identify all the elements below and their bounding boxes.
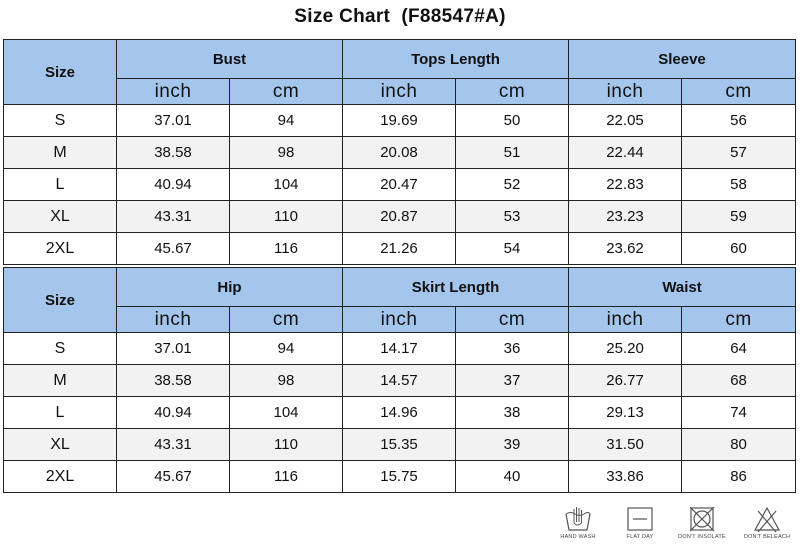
table-cell: 23.62: [569, 233, 682, 265]
table-cell: 94: [230, 105, 343, 137]
table-cell: 45.67: [117, 233, 230, 265]
table-cell: 60: [682, 233, 796, 265]
table-cell: 20.08: [343, 137, 456, 169]
table-row: [4, 137, 796, 169]
group-header-waist: Waist: [569, 268, 796, 307]
table-row: [4, 105, 796, 137]
size-cell: M: [4, 137, 117, 169]
table-cell: 38.58: [117, 365, 230, 397]
group-header-sleeve: Sleeve: [569, 40, 796, 79]
do-not-insolate-icon: [670, 505, 734, 533]
table-cell: 52: [456, 169, 569, 201]
flat-dry-icon: [608, 505, 672, 533]
table-cell: 37.01: [117, 105, 230, 137]
table-cell: 116: [230, 233, 343, 265]
table-cell: 98: [230, 365, 343, 397]
care-flat-dry: [608, 505, 672, 549]
group-header-tops-length: Tops Length: [343, 40, 569, 79]
table-cell: 38.58: [117, 137, 230, 169]
table-cell: 40.94: [117, 169, 230, 201]
table-cell: 15.35: [343, 429, 456, 461]
table-cell: 29.13: [569, 397, 682, 429]
table-row: [4, 365, 796, 397]
table-cell: 86: [682, 461, 796, 493]
table-cell: 33.86: [569, 461, 682, 493]
size-column-header: Size: [4, 268, 117, 333]
size-cell: 2XL: [4, 233, 117, 265]
unit-header: inch: [343, 79, 456, 105]
table-cell: 104: [230, 169, 343, 201]
table-cell: 31.50: [569, 429, 682, 461]
table-cell: 51: [456, 137, 569, 169]
table-cell: 80: [682, 429, 796, 461]
table-row: [4, 233, 796, 265]
unit-header: cm: [456, 307, 569, 333]
care-do-not-insolate: [670, 505, 734, 549]
care-hand-wash: [546, 505, 610, 549]
size-cell: S: [4, 105, 117, 137]
unit-header: inch: [343, 307, 456, 333]
size-table-upper: [3, 39, 796, 265]
group-header-skirt-length: Skirt Length: [343, 268, 569, 307]
table-cell: 64: [682, 333, 796, 365]
table-cell: 38: [456, 397, 569, 429]
care-label: DON'T INSOLATE: [678, 534, 726, 540]
size-cell: M: [4, 365, 117, 397]
size-column-header: Size: [4, 40, 117, 105]
table-row: [4, 429, 796, 461]
size-cell: L: [4, 169, 117, 201]
table-cell: 50: [456, 105, 569, 137]
table-cell: 94: [230, 333, 343, 365]
table-cell: 20.47: [343, 169, 456, 201]
unit-header: cm: [230, 307, 343, 333]
table-cell: 110: [230, 429, 343, 461]
table-cell: 19.69: [343, 105, 456, 137]
care-label: HAND WASH: [560, 534, 596, 540]
table-cell: 15.75: [343, 461, 456, 493]
table-cell: 40: [456, 461, 569, 493]
size-cell: XL: [4, 201, 117, 233]
table-cell: 43.31: [117, 429, 230, 461]
group-header-hip: Hip: [117, 268, 343, 307]
table-cell: 37: [456, 365, 569, 397]
table-cell: 22.44: [569, 137, 682, 169]
hand-wash-icon: [546, 505, 610, 533]
table-cell: 116: [230, 461, 343, 493]
table-cell: 22.83: [569, 169, 682, 201]
size-cell: L: [4, 397, 117, 429]
table-row: [4, 461, 796, 493]
do-not-bleach-icon: [735, 505, 799, 533]
unit-header: inch: [569, 307, 682, 333]
table-row: [4, 169, 796, 201]
care-label: FLAT DAY: [626, 534, 654, 540]
table-cell: 14.57: [343, 365, 456, 397]
page-title: Size Chart (F88547#A): [294, 6, 506, 27]
table-cell: 74: [682, 397, 796, 429]
table-cell: 20.87: [343, 201, 456, 233]
table-cell: 21.26: [343, 233, 456, 265]
unit-header: cm: [456, 79, 569, 105]
table-cell: 45.67: [117, 461, 230, 493]
table-cell: 14.96: [343, 397, 456, 429]
table-cell: 59: [682, 201, 796, 233]
table-cell: 110: [230, 201, 343, 233]
table-cell: 40.94: [117, 397, 230, 429]
unit-header: cm: [230, 79, 343, 105]
table-cell: 23.23: [569, 201, 682, 233]
unit-header: inch: [117, 79, 230, 105]
unit-header: inch: [569, 79, 682, 105]
table-row: [4, 397, 796, 429]
table-cell: 39: [456, 429, 569, 461]
table-cell: 58: [682, 169, 796, 201]
table-cell: 26.77: [569, 365, 682, 397]
care-label: DON'T BELEACH: [743, 534, 791, 540]
table-cell: 57: [682, 137, 796, 169]
table-cell: 37.01: [117, 333, 230, 365]
table-cell: 14.17: [343, 333, 456, 365]
table-cell: 54: [456, 233, 569, 265]
care-do-not-bleach: [735, 505, 799, 549]
unit-header: inch: [117, 307, 230, 333]
group-header-bust: Bust: [117, 40, 343, 79]
table-cell: 22.05: [569, 105, 682, 137]
unit-header: cm: [682, 79, 796, 105]
table-row: [4, 333, 796, 365]
table-cell: 25.20: [569, 333, 682, 365]
table-cell: 53: [456, 201, 569, 233]
table-row: [4, 201, 796, 233]
table-cell: 36: [456, 333, 569, 365]
table-cell: 43.31: [117, 201, 230, 233]
size-table-lower: [3, 267, 796, 493]
table-cell: 56: [682, 105, 796, 137]
table-cell: 68: [682, 365, 796, 397]
size-cell: XL: [4, 429, 117, 461]
size-cell: 2XL: [4, 461, 117, 493]
table-cell: 104: [230, 397, 343, 429]
unit-header: cm: [682, 307, 796, 333]
size-cell: S: [4, 333, 117, 365]
table-cell: 98: [230, 137, 343, 169]
